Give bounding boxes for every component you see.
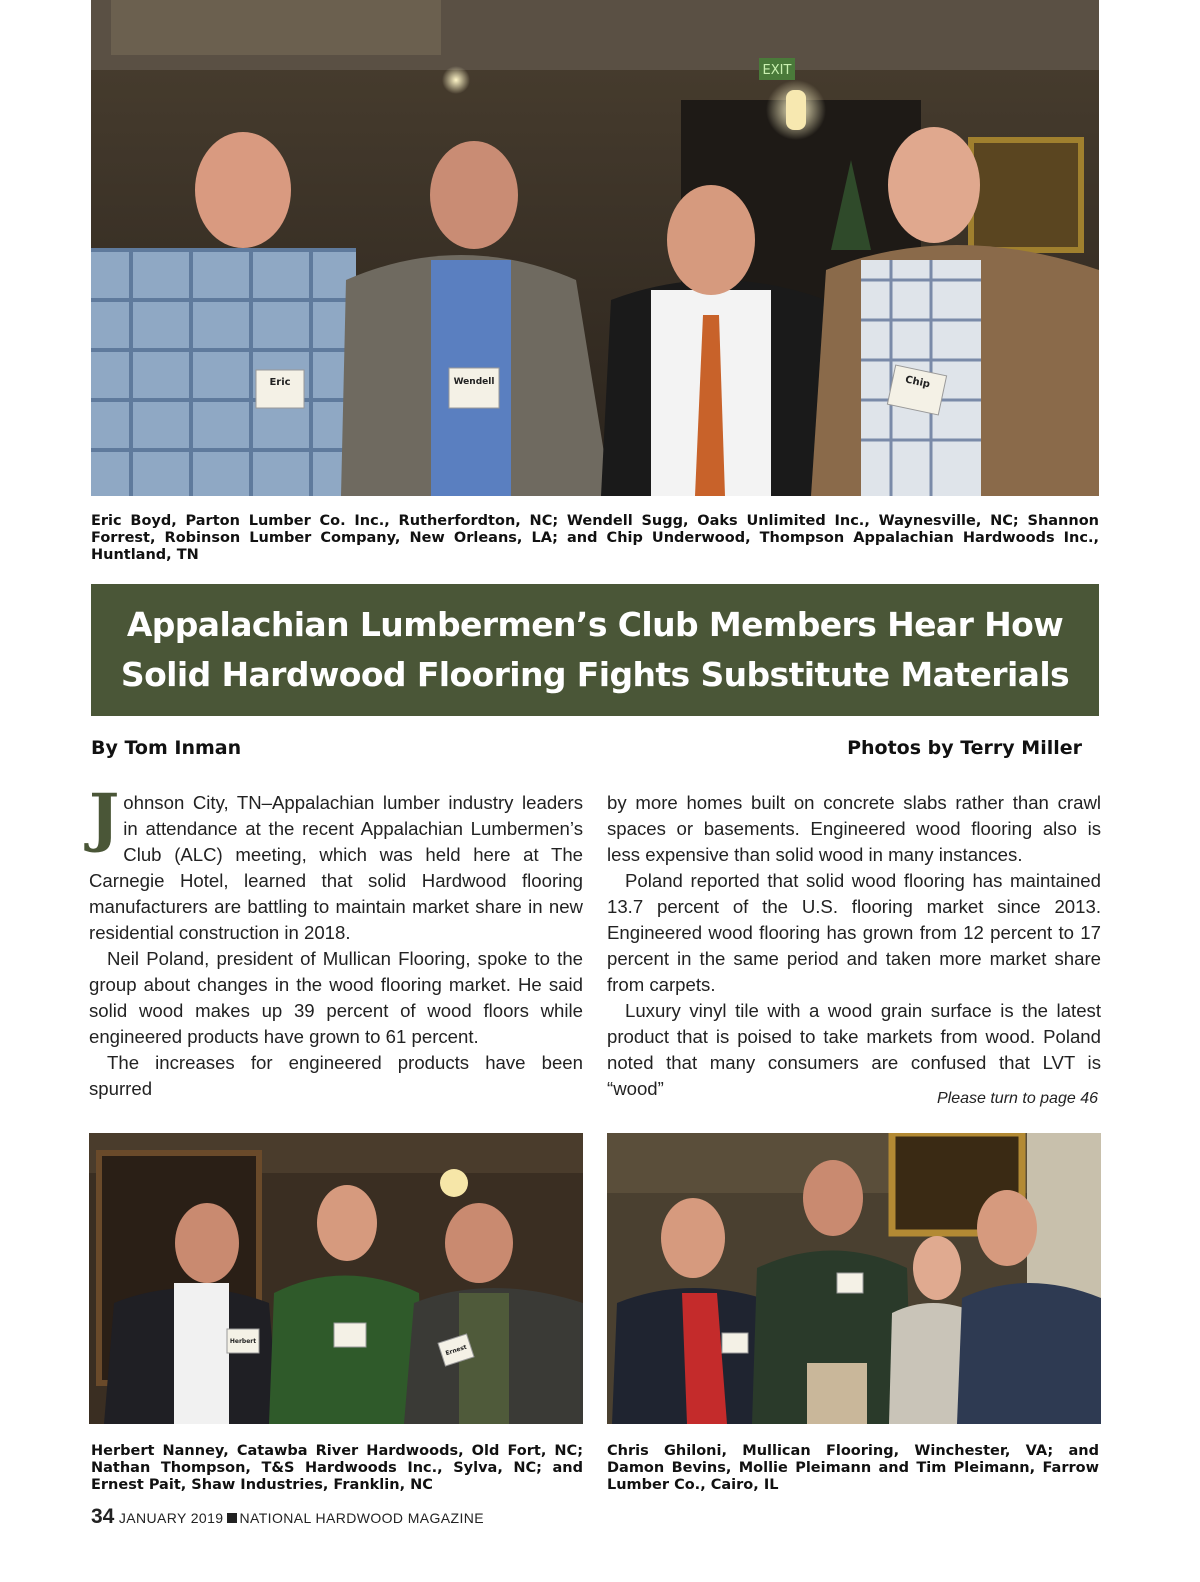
continued-notice[interactable]: Please turn to page 46	[936, 1090, 1098, 1107]
separator-square-icon	[227, 1513, 237, 1523]
name-tag-herbert: Herbert	[229, 1338, 257, 1345]
paragraph: Neil Poland, president of Mullican Flooring, spoke to the group about changes in the wood flooring market. He said solid wood makes up 39 percent of wood floors while engineered products have grown to 61 percent.	[89, 948, 583, 1047]
article-column-left	[89, 780, 583, 1102]
article-column-right	[607, 790, 1101, 1102]
paragraph: Poland reported that solid wood flooring has maintained 13.7 percent of the U.S. flooring market since 2013. Engineered wood flooring has grown from 12 percent to 17 percent in the same period and taken more market share from carpets.	[607, 870, 1101, 995]
article-headline: Appalachian Lumbermen’s Club Members Hear How Solid Hardwood Flooring Fights Substitute Materials	[120, 605, 1070, 694]
exit-sign: EXIT	[762, 63, 792, 78]
paragraph: Johnson City, TN–Appalachian lumber industry leaders in attendance at the recent Appalachian Lumbermen’s Club (ALC) meeting, which was held here at The Carnegie Hotel, learned that solid Hardwood flooring manufacturers are battling to maintain market share in new residential construction in 2018.	[89, 780, 583, 943]
bottom-right-photo-caption: Chris Ghiloni, Mullican Flooring, Winchester, VA; and Damon Bevins, Mollie Pleimann and Tim Pleimann, Farrow Lumber Co., Cairo, IL	[607, 1443, 1099, 1493]
bottom-left-photo-caption: Herbert Nanney, Catawba River Hardwoods, Old Fort, NC; Nathan Thompson, T&S Hardwoods Inc., Sylva, NC; and Ernest Pait, Shaw Industries, Franklin, NC	[91, 1443, 583, 1493]
author-byline: By Tom Inman	[91, 737, 242, 759]
top-photo-caption: Eric Boyd, Parton Lumber Co. Inc., Rutherfordton, NC; Wendell Sugg, Oaks Unlimited Inc., Waynesville, NC; Shannon Forrest, Robinson Lumber Company, New Orleans, LA; and Chip Underwood, Thompson Appalachian Hardwoods Inc., Huntland, TN	[91, 513, 1099, 563]
name-tag-wendell: Wendell	[453, 377, 495, 387]
paragraph: Luxury vinyl tile with a wood grain surface is the latest product that is poised to take markets from wood. Poland noted that many consumers are confused that LVT is “wood”	[607, 1000, 1101, 1099]
bottom-right-group-photo	[607, 1133, 1101, 1424]
name-tag-chip: Chip	[904, 374, 931, 391]
headline-banner	[91, 584, 1099, 716]
issue-date: JANUARY 2019	[118, 1510, 224, 1526]
drop-cap: J	[89, 780, 120, 855]
name-tag-ernest: Ernest	[444, 1343, 468, 1358]
paragraph: by more homes built on concrete slabs rather than crawl spaces or basements. Engineered wood flooring also is less expensive than solid wood in many instances.	[607, 792, 1101, 865]
page-footer	[91, 1505, 484, 1529]
top-group-photo	[91, 0, 1099, 496]
name-tag-eric: Eric	[269, 377, 291, 388]
magazine-name: NATIONAL HARDWOOD MAGAZINE	[239, 1510, 485, 1526]
photo-credit: Photos by Terry Miller	[847, 737, 1082, 759]
page-number: 34	[91, 1505, 115, 1528]
bottom-left-group-photo	[89, 1133, 583, 1424]
paragraph: The increases for engineered products have been spurred	[89, 1052, 583, 1099]
